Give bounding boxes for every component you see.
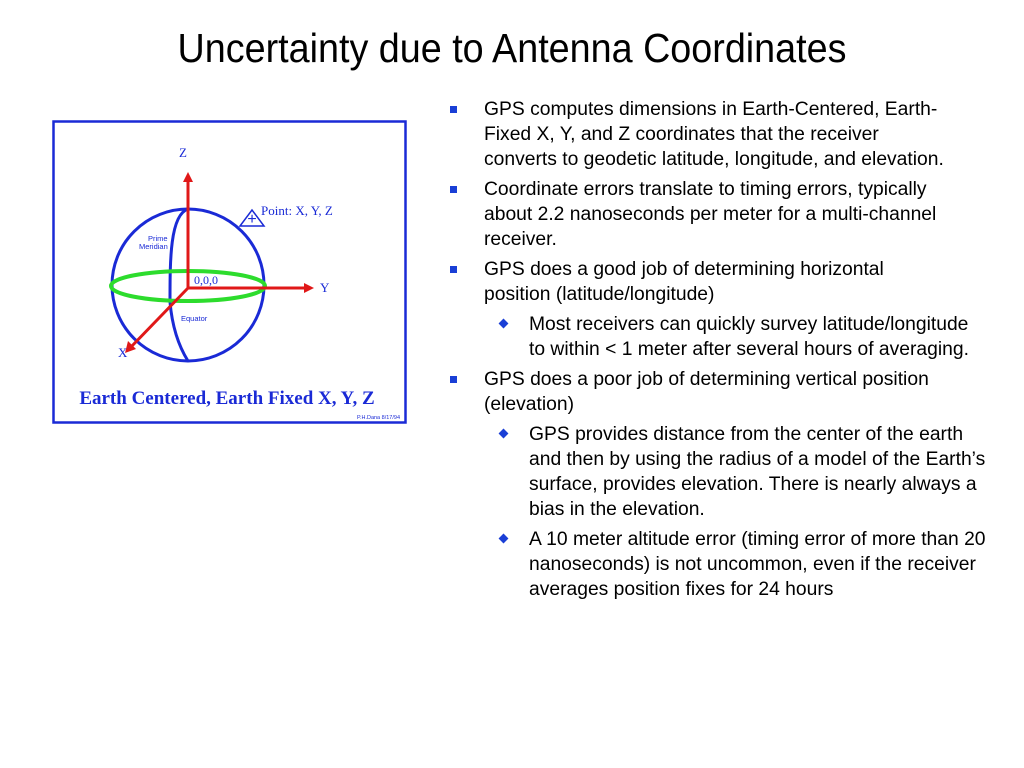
diamond-bullet-icon <box>499 534 509 544</box>
point-label: Point: X, Y, Z <box>261 203 333 218</box>
diamond-bullet-icon <box>499 319 509 329</box>
bullet-item <box>440 97 1000 172</box>
bullet-text: GPS does a poor job of determining vertical position (elevation) <box>484 369 929 415</box>
sub-bullet-text: Most receivers can quickly survey latitude/longitude to within < 1 meter after several hours of averaging. <box>529 314 969 360</box>
sub-bullet-text: A 10 meter altitude error (timing error of more than 20 nanoseconds) is not uncommon, even if the receiver averages position fixes for 24 hours <box>529 529 986 600</box>
bullet-item <box>440 257 1000 307</box>
bullet-text: GPS computes dimensions in Earth-Centered, Earth-Fixed X, Y, and Z coordinates that the receiver converts to geodetic latitude, longitude, and elevation. <box>484 99 944 170</box>
sub-bullet-text: GPS provides distance from the center of the earth and then by using the radius of a model of the Earth’s surface, provides elevation. There is nearly always a bias in the elevation. <box>529 424 986 520</box>
z-axis-label: Z <box>179 145 187 160</box>
sub-bullet-item <box>440 312 1000 362</box>
figure-credit: P.H.Dana 8/17/94 <box>356 415 400 421</box>
point-marker-symbol: + <box>247 211 257 228</box>
prime-meridian-label-line1: Prime <box>148 234 168 243</box>
sub-bullet-item <box>440 422 1000 522</box>
bullet-list <box>440 97 1000 602</box>
origin-label: 0,0,0 <box>194 273 218 287</box>
ecef-diagram-svg <box>52 120 407 424</box>
square-bullet-icon <box>450 376 457 383</box>
bullet-text: Coordinate errors translate to timing errors, typically about 2.2 nanoseconds per meter for a multi-channel receiver. <box>484 179 937 250</box>
bullet-text: GPS does a good job of determining horizontal position (latitude/longitude) <box>484 259 884 305</box>
y-axis-label: Y <box>320 280 330 295</box>
slide-title: Uncertainty due to Antenna Coordinates <box>177 25 847 71</box>
ecef-diagram <box>52 120 407 424</box>
prime-meridian-label-line2: Meridian <box>139 242 168 251</box>
diamond-bullet-icon <box>499 429 509 439</box>
figure-caption: Earth Centered, Earth Fixed X, Y, Z <box>79 388 375 409</box>
bullet-item <box>440 177 1000 252</box>
bullet-item <box>440 367 1000 417</box>
square-bullet-icon <box>450 266 457 273</box>
square-bullet-icon <box>450 186 457 193</box>
x-axis-label: X <box>118 345 128 360</box>
square-bullet-icon <box>450 106 457 113</box>
equator-label: Equator <box>181 314 208 323</box>
sub-bullet-item <box>440 527 1000 602</box>
